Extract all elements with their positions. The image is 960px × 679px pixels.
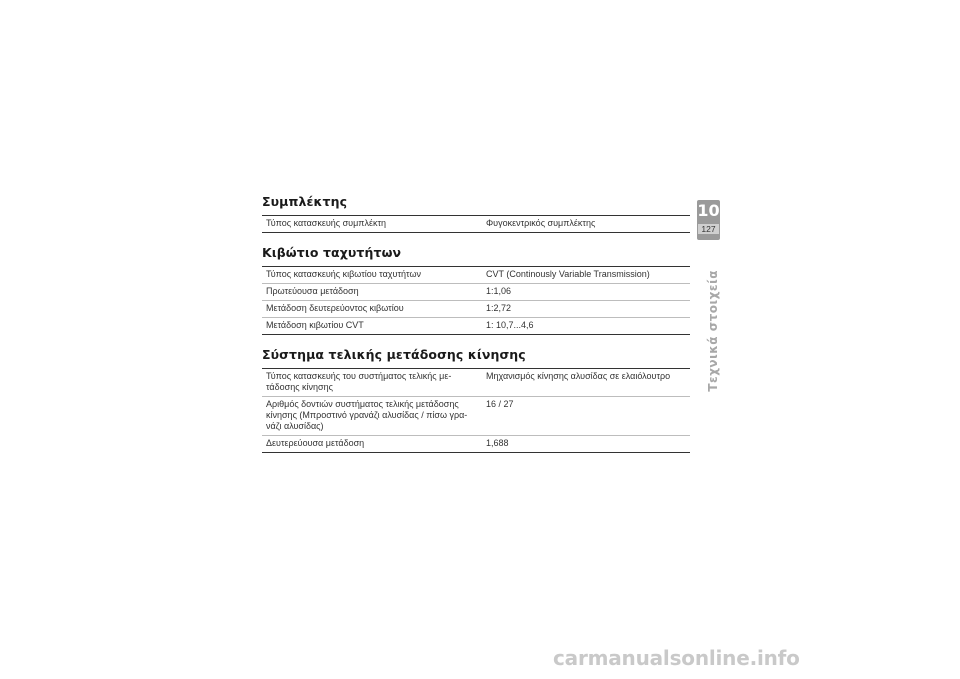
row-label: Μετάδοση κιβωτίου CVT [266, 320, 364, 330]
table-row [262, 397, 690, 436]
row-value: Φυγοκεντρικός συμπλέκτης [486, 218, 596, 228]
section-title-final-drive: Σύστημα τελικής μετάδοσης κίνησης [262, 347, 526, 362]
row-value: CVT (Continously Variable Transmission) [486, 269, 650, 279]
row-label: Πρωτεύουσα μετάδοση [266, 286, 359, 296]
page-number: 127 [698, 224, 719, 234]
row-value: 1,688 [486, 438, 509, 448]
chapter-side-title: Τεχνικά στοιχεία [706, 270, 720, 392]
row-value: 1:1,06 [486, 286, 512, 296]
table-row [262, 301, 690, 318]
clutch-table [262, 215, 690, 233]
table-row [262, 318, 690, 335]
table-row [262, 369, 690, 397]
spec-document [262, 194, 690, 453]
table-row [262, 267, 690, 284]
row-label: Τύπος κατασκευής του συστήματος τελικής με- τάδοσης κίνησης [266, 371, 452, 392]
row-label: Τύπος κατασκευής συμπλέκτη [266, 218, 387, 228]
row-label: Δευτερεύουσα μετάδοση [266, 438, 365, 448]
row-label: Αριθμός δοντιών συστήματος τελικής μετάδοσης κίνησης (Μπροστινό γρανάζι αλυσίδας / πίσω γρα- νάζι αλυσίδας) [266, 399, 468, 431]
watermark: carmanualsonline.info [553, 646, 800, 670]
chapter-tab [697, 200, 720, 240]
section-title-clutch: Συμπλέκτης [262, 194, 348, 209]
row-value: 1: 10,7...4,6 [486, 320, 534, 330]
row-value: Μηχανισμός κίνησης αλυσίδας σε ελαιόλουτρο [486, 371, 671, 381]
row-label: Τύπος κατασκευής κιβωτίου ταχυτήτων [266, 269, 421, 279]
gearbox-table [262, 266, 690, 335]
row-value: 1:2,72 [486, 303, 512, 313]
section-title-gearbox: Κιβώτιο ταχυτήτων [262, 245, 402, 260]
table-row [262, 436, 690, 453]
row-label: Μετάδοση δευτερεύοντος κιβωτίου [266, 303, 404, 313]
table-row [262, 284, 690, 301]
chapter-number: 10 [697, 201, 720, 220]
row-value: 16 / 27 [486, 399, 514, 409]
table-row [262, 216, 690, 233]
final-drive-table [262, 368, 690, 453]
